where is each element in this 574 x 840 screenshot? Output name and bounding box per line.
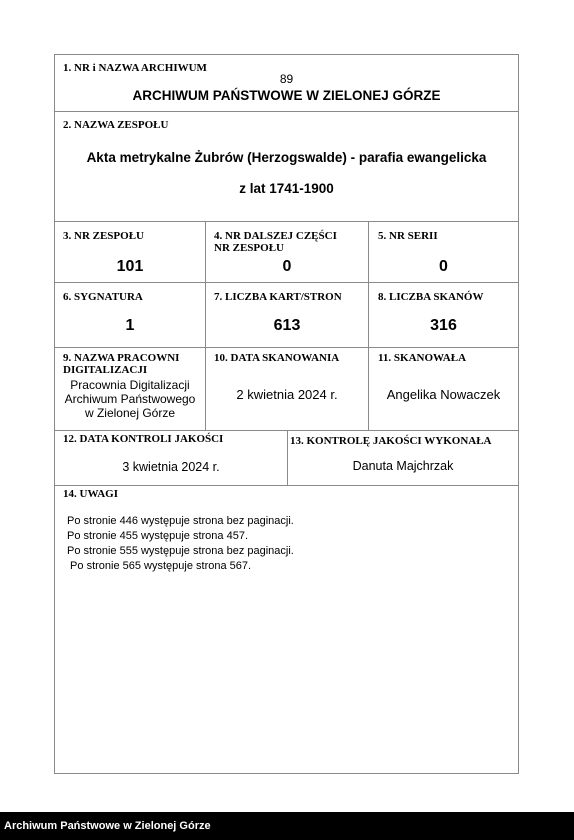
footer-text: Archiwum Państwowe w Zielonej Górze bbox=[4, 820, 211, 832]
divider bbox=[55, 111, 518, 112]
workshop-name bbox=[55, 378, 205, 420]
workshop-name-line2: Archiwum Państwowego bbox=[64, 392, 196, 406]
series-number: 0 bbox=[439, 258, 448, 275]
qc-by: Danuta Majchrzak bbox=[352, 459, 454, 473]
remarks-label: 14. UWAGI bbox=[63, 488, 119, 500]
archive-number: 89 bbox=[279, 72, 294, 86]
archive-name: ARCHIWUM PAŃSTWOWE W ZIELONEJ GÓRZE bbox=[132, 88, 441, 103]
scan-count-label: 8. LICZBA SKANÓW bbox=[378, 291, 484, 303]
qc-date-label: 12. DATA KONTROLI JAKOŚCI bbox=[63, 433, 224, 445]
scanned-by: Angelika Nowaczek bbox=[386, 387, 501, 402]
scan-date: 2 kwietnia 2024 r. bbox=[236, 387, 338, 402]
workshop-name-line1: Pracownia Digitalizacji bbox=[70, 378, 190, 392]
footer-bar bbox=[0, 812, 574, 840]
metadata-form bbox=[54, 54, 519, 774]
divider bbox=[55, 221, 518, 222]
page-count: 613 bbox=[273, 317, 301, 334]
further-part-label bbox=[214, 230, 337, 254]
workshop-name-line3: w Zielonej Górze bbox=[84, 406, 176, 420]
workshop-label bbox=[63, 352, 179, 376]
remark-item: Po stronie 555 występuje strona bez paginacji. bbox=[67, 545, 294, 557]
further-part-label-line2: NR ZESPOŁU bbox=[214, 242, 284, 254]
fonds-years: z lat 1741-1900 bbox=[239, 181, 334, 196]
remark-item: Po stronie 446 występuje strona bez paginacji. bbox=[67, 515, 294, 527]
further-part-label-line1: 4. NR DALSZEJ CZĘŚCI bbox=[214, 230, 337, 242]
workshop-label-line1: 9. NAZWA PRACOWNI bbox=[63, 352, 180, 364]
workshop-label-line2: DIGITALIZACJI bbox=[63, 364, 148, 376]
scan-date-label: 10. DATA SKANOWANIA bbox=[214, 352, 340, 364]
remark-item: Po stronie 455 występuje strona 457. bbox=[67, 530, 249, 542]
further-part-number: 0 bbox=[282, 258, 292, 275]
divider bbox=[55, 282, 518, 283]
archive-label: 1. NR i NAZWA ARCHIWUM bbox=[63, 62, 207, 74]
qc-by-label: 13. KONTROLĘ JAKOŚCI WYKONAŁA bbox=[290, 435, 492, 447]
fonds-number: 101 bbox=[116, 258, 144, 275]
scanned-by-label: 11. SKANOWAŁA bbox=[378, 352, 467, 364]
fonds-name-label: 2. NAZWA ZESPOŁU bbox=[63, 119, 169, 131]
fonds-number-label: 3. NR ZESPOŁU bbox=[63, 230, 144, 242]
series-number-label: 5. NR SERII bbox=[378, 230, 438, 242]
qc-date: 3 kwietnia 2024 r. bbox=[122, 460, 220, 474]
divider bbox=[55, 485, 518, 486]
fonds-name: Akta metrykalne Żubrów (Herzogswalde) - parafia ewangelicka bbox=[86, 150, 487, 165]
page-count-label: 7. LICZBA KART/STRON bbox=[214, 291, 342, 303]
divider bbox=[55, 347, 518, 348]
signature: 1 bbox=[125, 317, 135, 334]
remark-item: Po stronie 565 występuje strona 567. bbox=[67, 560, 252, 572]
signature-label: 6. SYGNATURA bbox=[63, 291, 143, 303]
divider bbox=[287, 430, 288, 485]
scan-count: 316 bbox=[430, 317, 457, 334]
